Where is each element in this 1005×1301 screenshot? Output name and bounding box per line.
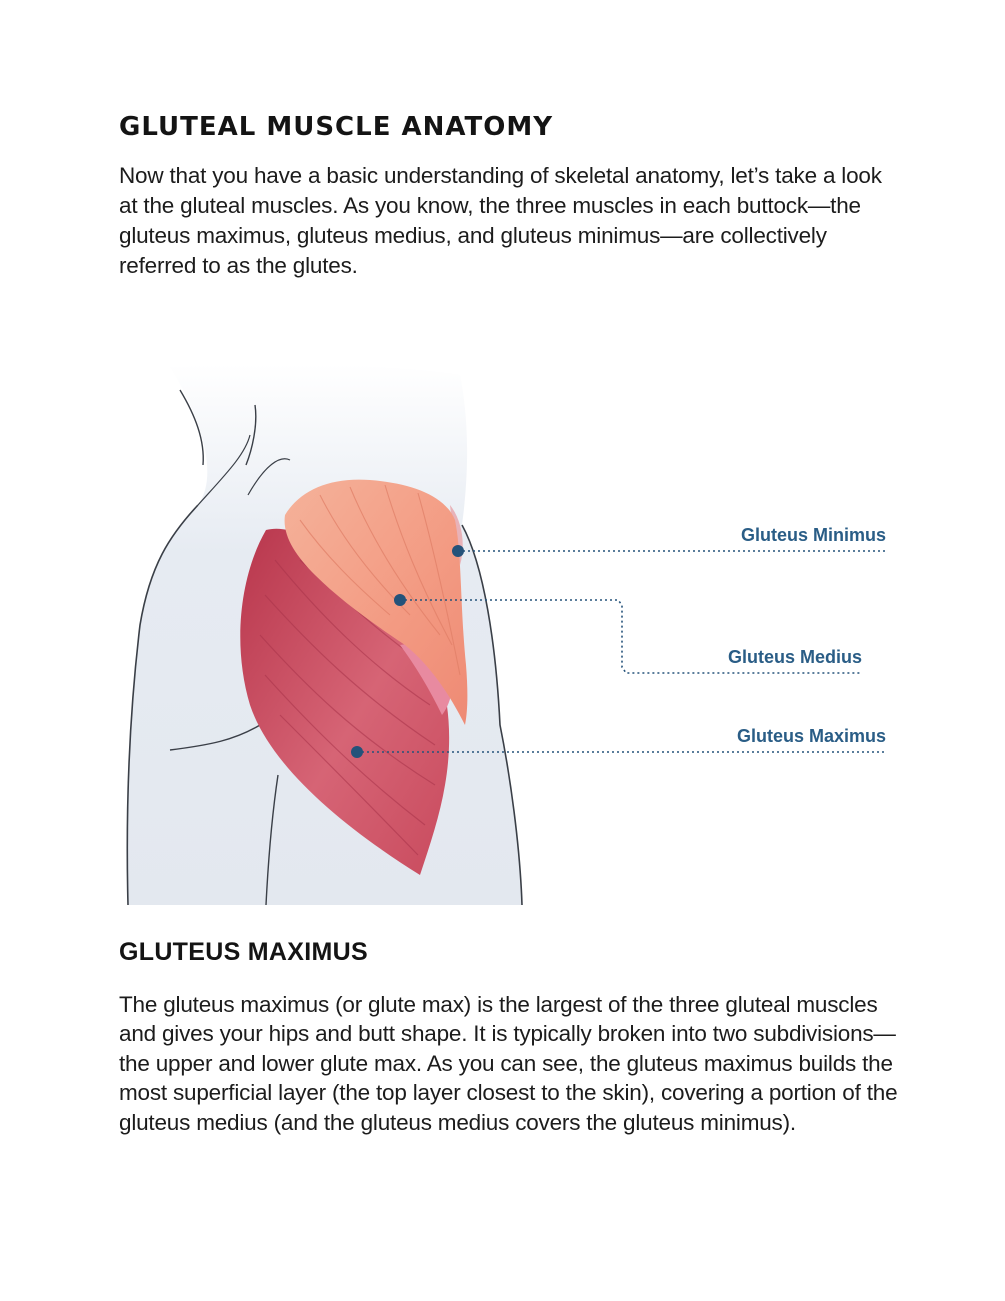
intro-paragraph: Now that you have a basic understanding of skeletal anatomy, let’s take a look at the gluteal muscles. As you know, the three muscles in each buttock—the gluteus maximus, gluteus medius, and gluteus minimus—are collectively referred to as the glutes. [119,163,882,278]
label-gluteus-minimus: Gluteus Minimus [740,525,886,545]
gluteal-anatomy-figure [100,345,920,920]
label-gluteus-medius: Gluteus Medius [727,647,862,667]
section-heading: GLUTEUS MAXIMUS [119,938,368,966]
page-title: GLUTEAL MUSCLE ANATOMY [119,112,554,142]
section-body-paragraph: The gluteus maximus (or glute max) is the largest of the three gluteal muscles and gives your hips and butt shape. It is typically broken into two subdivisions—the upper and lower glute max. As you can see, the gluteus maximus builds the most superficial layer (the top layer closest to the skin), covering a portion of the gluteus medius (and the gluteus medius covers the gluteus minimus). [119,992,898,1135]
label-gluteus-maximus: Gluteus Maximus [736,726,886,746]
pointer-gluteus-minimus [452,545,886,557]
